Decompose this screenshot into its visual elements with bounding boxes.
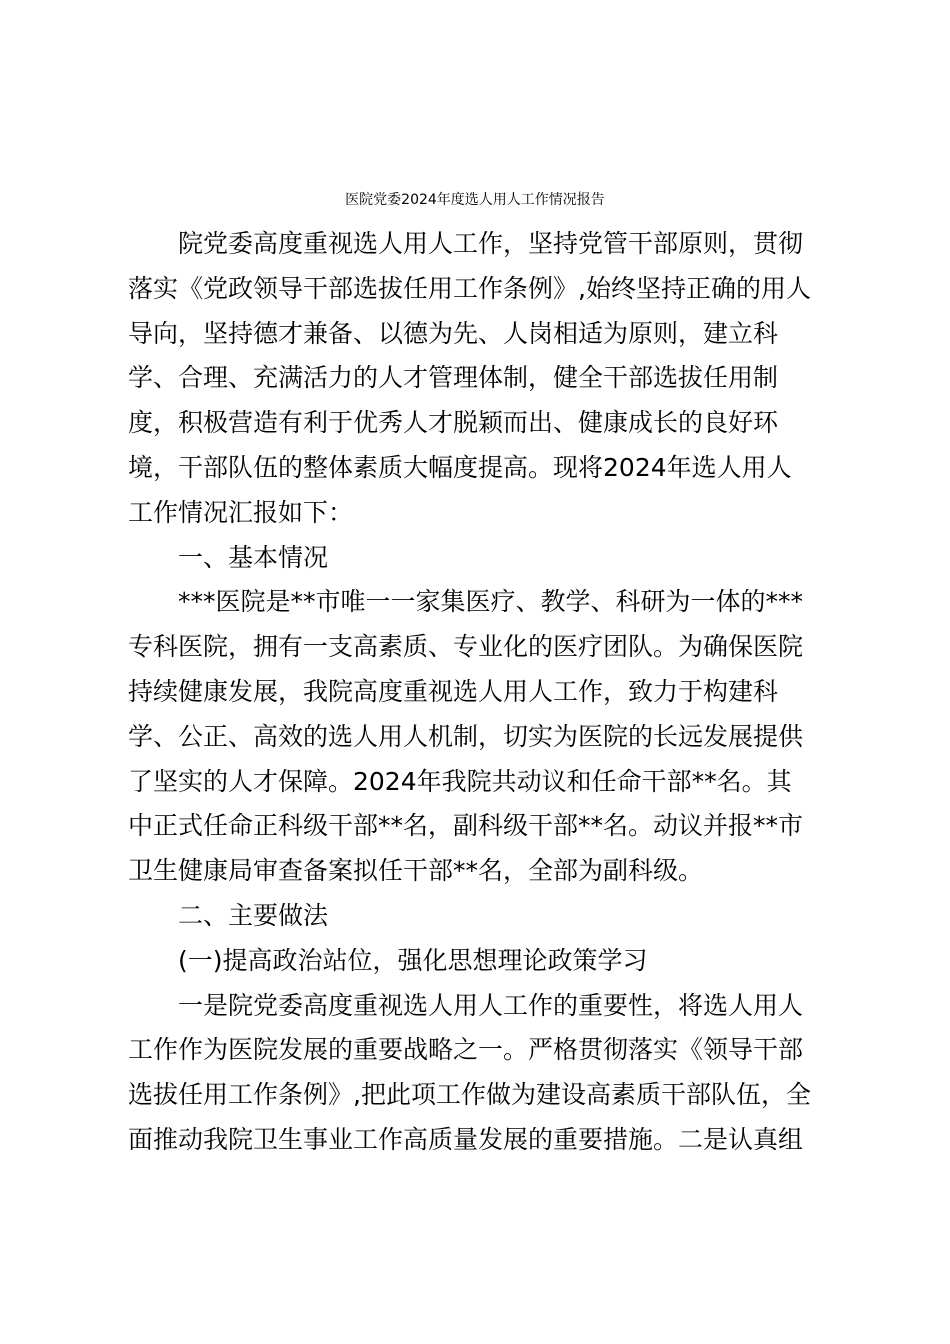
body-line: 工作作为医院发展的重要战略之一。严格贯彻落实《领导干部 <box>128 1035 804 1065</box>
body-line: 专科医院，拥有一支高素质、专业化的医疗团队。为确保医院 <box>128 632 804 662</box>
document-body <box>128 222 828 1163</box>
body-line: (一)提高政治站位，强化思想理论政策学习 <box>128 945 648 975</box>
body-line: 度，积极营造有利于优秀人才脱颖而出、健康成长的良好环 <box>128 408 779 438</box>
body-line: 境，干部队伍的整体素质大幅度提高。现将2024年选人用人 <box>128 452 792 482</box>
body-line: 持续健康发展，我院高度重视选人用人工作，致力于构建科 <box>128 676 779 706</box>
body-line: ***医院是**市唯一一家集医疗、教学、科研为一体的*** <box>128 587 804 617</box>
body-line: 选拔任用工作条例》,把此项工作做为建设高素质干部队伍，全 <box>128 1080 811 1110</box>
body-line: 院党委高度重视选人用人工作，坚持党管干部原则，贯彻 <box>128 229 804 258</box>
body-line: 导向，坚持德才兼备、以德为先、人岗相适为原则，建立科 <box>128 318 779 348</box>
body-line: 了坚实的人才保障。2024年我院共动议和任命干部**名。其 <box>128 766 792 796</box>
body-line: 二、主要做法 <box>128 900 329 930</box>
body-line: 卫生健康局审查备案拟任干部**名，全部为副科级。 <box>128 856 704 886</box>
body-line: 学、合理、充满活力的人才管理体制，健全干部选拔任用制 <box>128 363 779 393</box>
body-line: 中正式任命正科级干部**名，副科级干部**名。动议并报**市 <box>128 811 804 841</box>
body-line: 工作情况汇报如下： <box>128 497 354 527</box>
document-title: 医院党委2024年度选人用人工作情况报告 <box>345 192 605 208</box>
body-line: 落实《党政领导干部选拔任用工作条例》,始终坚持正确的用人 <box>128 273 811 303</box>
body-line: 学、公正、高效的选人用人机制，切实为医院的长远发展提供 <box>128 721 804 751</box>
body-line: 一、基本情况 <box>128 542 329 572</box>
body-line: 面推动我院卫生事业工作高质量发展的重要措施。二是认真组 <box>128 1124 804 1154</box>
body-line: 一是院党委高度重视选人用人工作的重要性，将选人用人 <box>128 990 804 1020</box>
